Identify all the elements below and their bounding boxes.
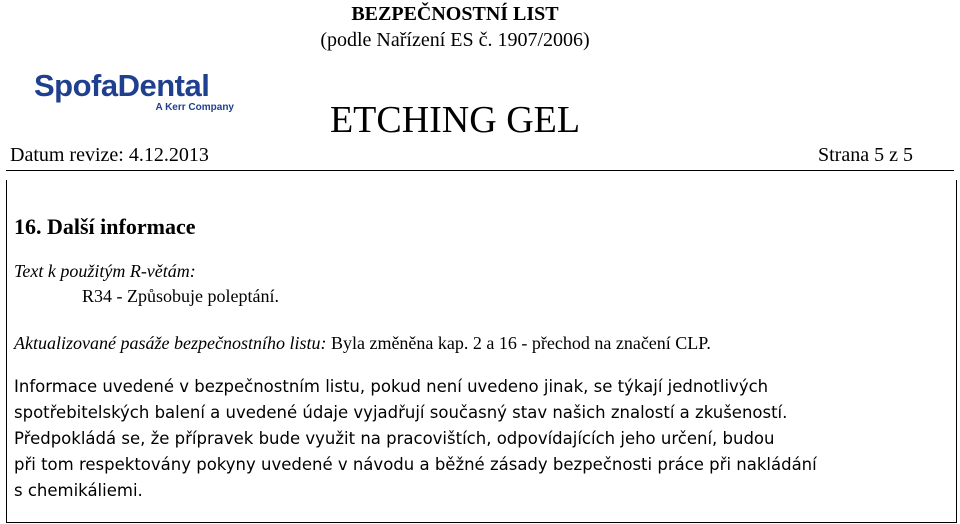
product-name: ETCHING GEL bbox=[329, 99, 581, 141]
info-line: Informace uvedené v bezpečnostním listu, pokud není uvedeno jinak, se týkají jednotlivých bbox=[14, 377, 769, 396]
updated-sections bbox=[14, 332, 711, 354]
document-subtitle: (podle Nařízení ES č. 1907/2006) bbox=[320, 29, 590, 51]
info-line: při tom respektovány pokyny uvedené v návodu a běžné zásady bezpečnosti práce při nakládání bbox=[14, 455, 817, 474]
section-heading: 16. Další informace bbox=[14, 214, 196, 239]
logo-tagline: A Kerr Company bbox=[155, 102, 234, 113]
revision-date: Datum revize: 4.12.2013 bbox=[10, 144, 209, 166]
info-paragraph bbox=[14, 374, 914, 504]
page-number: Strana 5 z 5 bbox=[818, 144, 913, 166]
r-phrases-title: Text k použitým R-větám: bbox=[14, 261, 196, 281]
updated-label: Aktualizované pasáže bezpečnostního listu: bbox=[14, 333, 327, 353]
updated-text: Byla změněna kap. 2 a 16 - přechod na značení CLP. bbox=[330, 333, 711, 353]
info-line: Předpokládá se, že přípravek bude využit na pracovištích, odpovídajících jeho určení, budou bbox=[14, 429, 775, 448]
info-line: s chemikáliemi. bbox=[14, 481, 143, 500]
info-line: spotřebitelských balení a uvedené údaje vyjadřují současný stav našich znalostí a zkušeností. bbox=[14, 403, 788, 422]
r-phrase: R34 - Způsobuje poleptání. bbox=[82, 286, 279, 306]
document-title: BEZPEČNOSTNÍ LIST bbox=[351, 3, 559, 25]
header-divider bbox=[6, 170, 954, 171]
logo-wordmark: SpofaDental bbox=[34, 68, 210, 103]
